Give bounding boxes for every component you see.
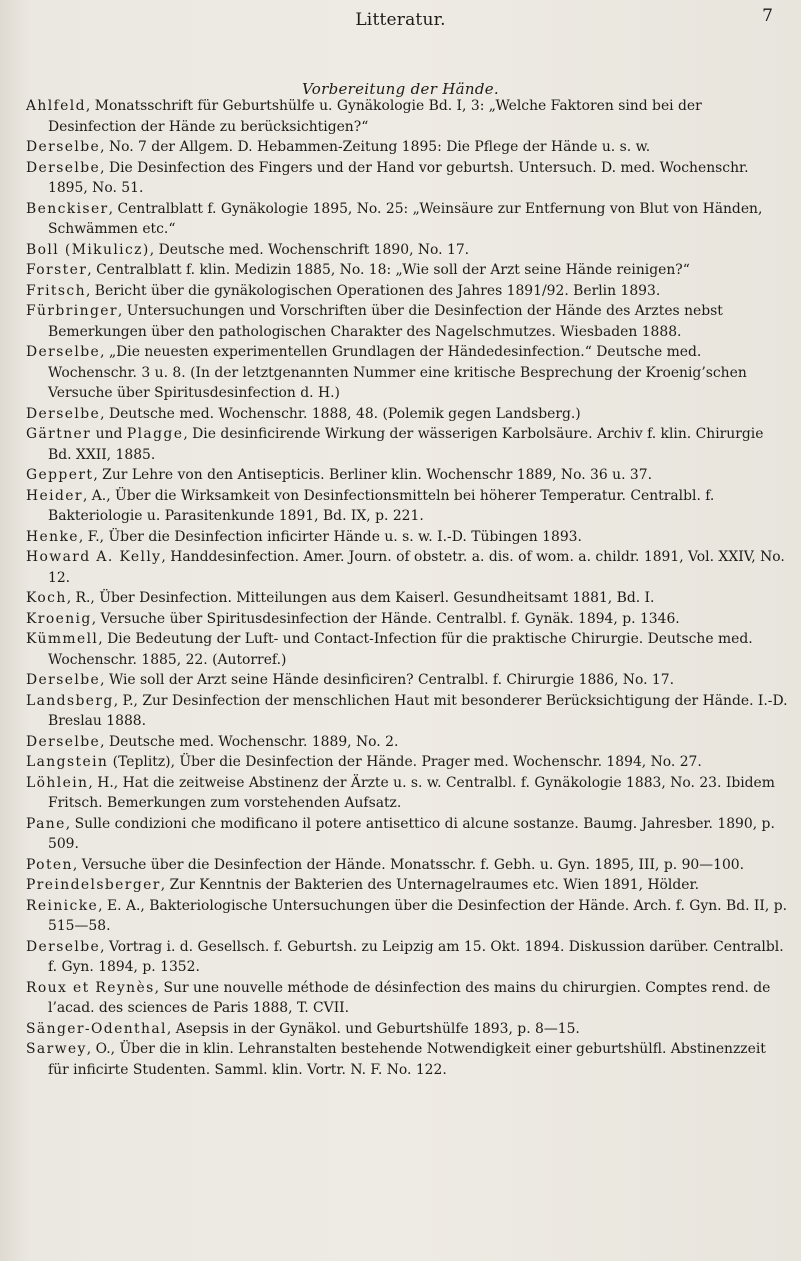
reference-entry — [26, 937, 788, 978]
reference-text: , Vortrag i. d. Gesellsch. f. Geburtsh. zu Leipzig am 15. Okt. 1894. Diskussion darüber. Centralbl. f. Gyn. 1894, p. 1352. — [48, 938, 784, 975]
reference-entry — [26, 96, 788, 137]
reference-entry — [26, 301, 788, 342]
reference-text: , Versuche über die Desinfection der Hände. Monatsschr. f. Gebh. u. Gyn. 1895, III, p. 90—100. — [72, 856, 745, 873]
reference-author: Kroenig — [26, 610, 92, 627]
reference-text: , „Die neuesten experimentellen Grundlagen der Händedesinfection.“ Deutsche med. Wochenschr. 3 u. 8. (In der letztgenannten Nummer eine kritische Besprechung der Kroenig’schen Versuche über Spiritusdesinfection d. H.) — [48, 344, 747, 401]
reference-entry — [26, 1019, 788, 1040]
reference-author: Derselbe — [26, 159, 101, 176]
reference-entry — [26, 752, 788, 773]
reference-text: , Die Bedeutung der Luft- und Contact-Infection für die praktische Chirurgie. Deutsche med. Wochenschr. 1885, 22. (Autorref.) — [48, 631, 753, 668]
reference-text: und — [91, 426, 127, 442]
reference-entry — [26, 424, 788, 465]
reference-author: Henke — [26, 528, 79, 545]
reference-author: Kümmell — [26, 631, 99, 647]
reference-author: Derselbe — [26, 672, 101, 688]
reference-entry — [26, 773, 788, 814]
reference-text: , H., Hat die zeitweise Abstinenz der Ärzte u. s. w. Centralbl. f. Gynäkologie 1883, No. 23. Ibidem Fritsch. Bemerkungen zum vorstehenden Aufsatz. — [48, 774, 775, 811]
reference-author: Ahlfeld — [26, 98, 86, 114]
reference-author: Derselbe — [26, 344, 101, 360]
reference-author: Koch — [26, 590, 67, 606]
reference-list — [26, 96, 788, 1080]
reference-entry — [26, 158, 788, 199]
reference-text: , A., Über die Wirksamkeit von Desinfectionsmitteln bei höherer Temperatur. Centralbl. f. Bakteriologie u. Parasitenkunde 1891, Bd. IX, p. 221. — [48, 487, 715, 524]
reference-entry — [26, 281, 788, 302]
reference-text: , Die Desinfection des Fingers und der Hand vor geburtsh. Untersuch. D. med. Wochenschr. 1895, No. 51. — [48, 159, 749, 196]
reference-text-continued: , Die desinficirende Wirkung der wässerigen Karbolsäure. Archiv f. klin. Chirurgie Bd. XXII, 1885. — [48, 426, 764, 463]
running-title: Litteratur. — [355, 10, 446, 30]
page-number: 7 — [762, 6, 773, 26]
reference-text: , F., Über die Desinfection inficirter Hände u. s. w. I.-D. Tübingen 1893. — [78, 528, 582, 545]
reference-entry — [26, 342, 788, 404]
reference-entry — [26, 629, 788, 670]
reference-author: Langstein — [26, 754, 109, 770]
reference-entry — [26, 855, 788, 876]
reference-text: , E. A., Bakteriologische Untersuchungen über die Desinfection der Hände. Arch. f. Gyn. Bd. II, p. 515—58. — [48, 897, 788, 934]
reference-text: , Monatsschrift für Geburtshülfe u. Gynäkologie Bd. I, 3: „Welche Faktoren sind bei der Desinfection der Hände zu berücksichtigen?“ — [48, 98, 702, 135]
reference-author: Sänger-Odenthal — [26, 1020, 167, 1037]
reference-text: , Wie soll der Arzt seine Hände desinficiren? Centralbl. f. Chirurgie 1886, No. 17. — [100, 672, 674, 688]
reference-text: , Deutsche med. Wochenschr. 1888, 48. (Polemik gegen Landsberg.) — [100, 405, 581, 422]
reference-author: Roux et Reynès — [26, 979, 155, 996]
reference-text: , Bericht über die gynäkologischen Operationen des Jahres 1891/92. Berlin 1893. — [85, 282, 661, 299]
reference-author: Gärtner — [26, 426, 92, 442]
reference-author: Derselbe — [26, 139, 101, 155]
reference-author: Landsberg — [26, 692, 114, 709]
reference-author: Derselbe — [26, 405, 101, 422]
reference-text: , Centralblatt f. Gynäkologie 1895, No. 25: „Weinsäure zur Entfernung von Blut von Händen, Schwämmen etc.“ — [48, 200, 763, 237]
reference-author: Howard A. Kelly — [26, 549, 162, 565]
reference-entry — [26, 670, 788, 691]
reference-text: , Zur Kenntnis der Bakterien des Unternagelraumes etc. Wien 1891, Hölder. — [160, 877, 700, 893]
reference-author: Benckiser — [26, 200, 109, 217]
reference-entry — [26, 978, 788, 1019]
reference-author: Derselbe — [26, 938, 101, 955]
reference-author: Derselbe — [26, 733, 101, 750]
reference-author: Löhlein — [26, 774, 89, 791]
reference-text: , Handdesinfection. Amer. Journ. of obstetr. a. dis. of wom. a. childr. 1891, Vol. XXIV, No. 12. — [48, 549, 785, 586]
reference-author: Pane — [26, 815, 66, 832]
reference-entry — [26, 486, 788, 527]
reference-author: Fritsch — [26, 282, 86, 299]
reference-text: (Teplitz), Über die Desinfection der Hände. Prager med. Wochenschr. 1894, No. 27. — [108, 754, 702, 770]
reference-author: Boll (Mikulicz) — [26, 241, 150, 258]
reference-author: Forster — [26, 262, 88, 278]
reference-text: , Sulle condizioni che modificano il potere antisettico di alcune sostanze. Baumg. Jahresber. 1890, p. 509. — [48, 815, 775, 852]
reference-entry — [26, 199, 788, 240]
reference-author: Geppert — [26, 467, 94, 483]
reference-entry — [26, 609, 788, 630]
reference-entry — [26, 732, 788, 753]
reference-entry — [26, 240, 788, 261]
reference-coauthor: Plagge — [126, 426, 184, 442]
reference-author: Preindelsberger — [26, 877, 161, 893]
reference-text: , O., Über die in klin. Lehranstalten bestehende Notwendigkeit einer geburtshülfl. Abstinenzzeit für inficirte Studenten. Samml. klin. Vortr. N. F. No. 122. — [48, 1041, 766, 1078]
reference-entry — [26, 404, 788, 425]
reference-entry — [26, 465, 788, 486]
reference-entry — [26, 814, 788, 855]
reference-entry — [26, 547, 788, 588]
running-head — [0, 6, 801, 36]
reference-entry — [26, 137, 788, 158]
reference-author: Fürbringer — [26, 303, 118, 319]
reference-author: Heider — [26, 487, 83, 504]
reference-text: , Deutsche med. Wochenschr. 1889, No. 2. — [100, 733, 399, 750]
reference-text: , Untersuchungen und Vorschriften über die Desinfection der Hände des Arztes nebst Bemerkungen über den pathologischen Charakter des Nagelschmutzes. Wiesbaden 1888. — [48, 303, 723, 340]
reference-entry — [26, 1039, 788, 1080]
reference-text: , Deutsche med. Wochenschrift 1890, No. 17. — [149, 241, 470, 258]
reference-text: , R., Über Desinfection. Mitteilungen aus dem Kaiserl. Gesundheitsamt 1881, Bd. I. — [66, 590, 655, 606]
reference-text: , Asepsis in der Gynäkol. und Geburtshülfe 1893, p. 8—15. — [166, 1020, 580, 1037]
reference-entry — [26, 527, 788, 548]
section-heading: Vorbereitung der Hände. — [302, 80, 499, 98]
reference-text: , P., Zur Desinfection der menschlichen Haut mit besonderer Berücksichtigung der Hände. I.-D. Breslau 1888. — [48, 692, 788, 729]
reference-text: , Sur une nouvelle méthode de désinfection des mains du chirurgien. Comptes rend. de l’acad. des sciences de Paris 1888, T. CVII. — [48, 979, 771, 1016]
reference-entry — [26, 875, 788, 896]
reference-entry — [26, 896, 788, 937]
reference-entry — [26, 691, 788, 732]
reference-text: , No. 7 der Allgem. D. Hebammen-Zeitung 1895: Die Pflege der Hände u. s. w. — [100, 139, 651, 155]
reference-text: , Versuche über Spiritusdesinfection der Hände. Centralbl. f. Gynäk. 1894, p. 1346. — [91, 610, 680, 627]
reference-author: Reinicke — [26, 897, 99, 914]
reference-entry — [26, 260, 788, 281]
reference-author: Poten — [26, 856, 73, 873]
reference-text: , Centralblatt f. klin. Medizin 1885, No. 18: „Wie soll der Arzt seine Hände reinigen?“ — [87, 262, 690, 278]
reference-author: Sarwey — [26, 1041, 87, 1057]
reference-text: , Zur Lehre von den Antisepticis. Berliner klin. Wochenschr 1889, No. 36 u. 37. — [93, 467, 652, 483]
reference-entry — [26, 588, 788, 609]
